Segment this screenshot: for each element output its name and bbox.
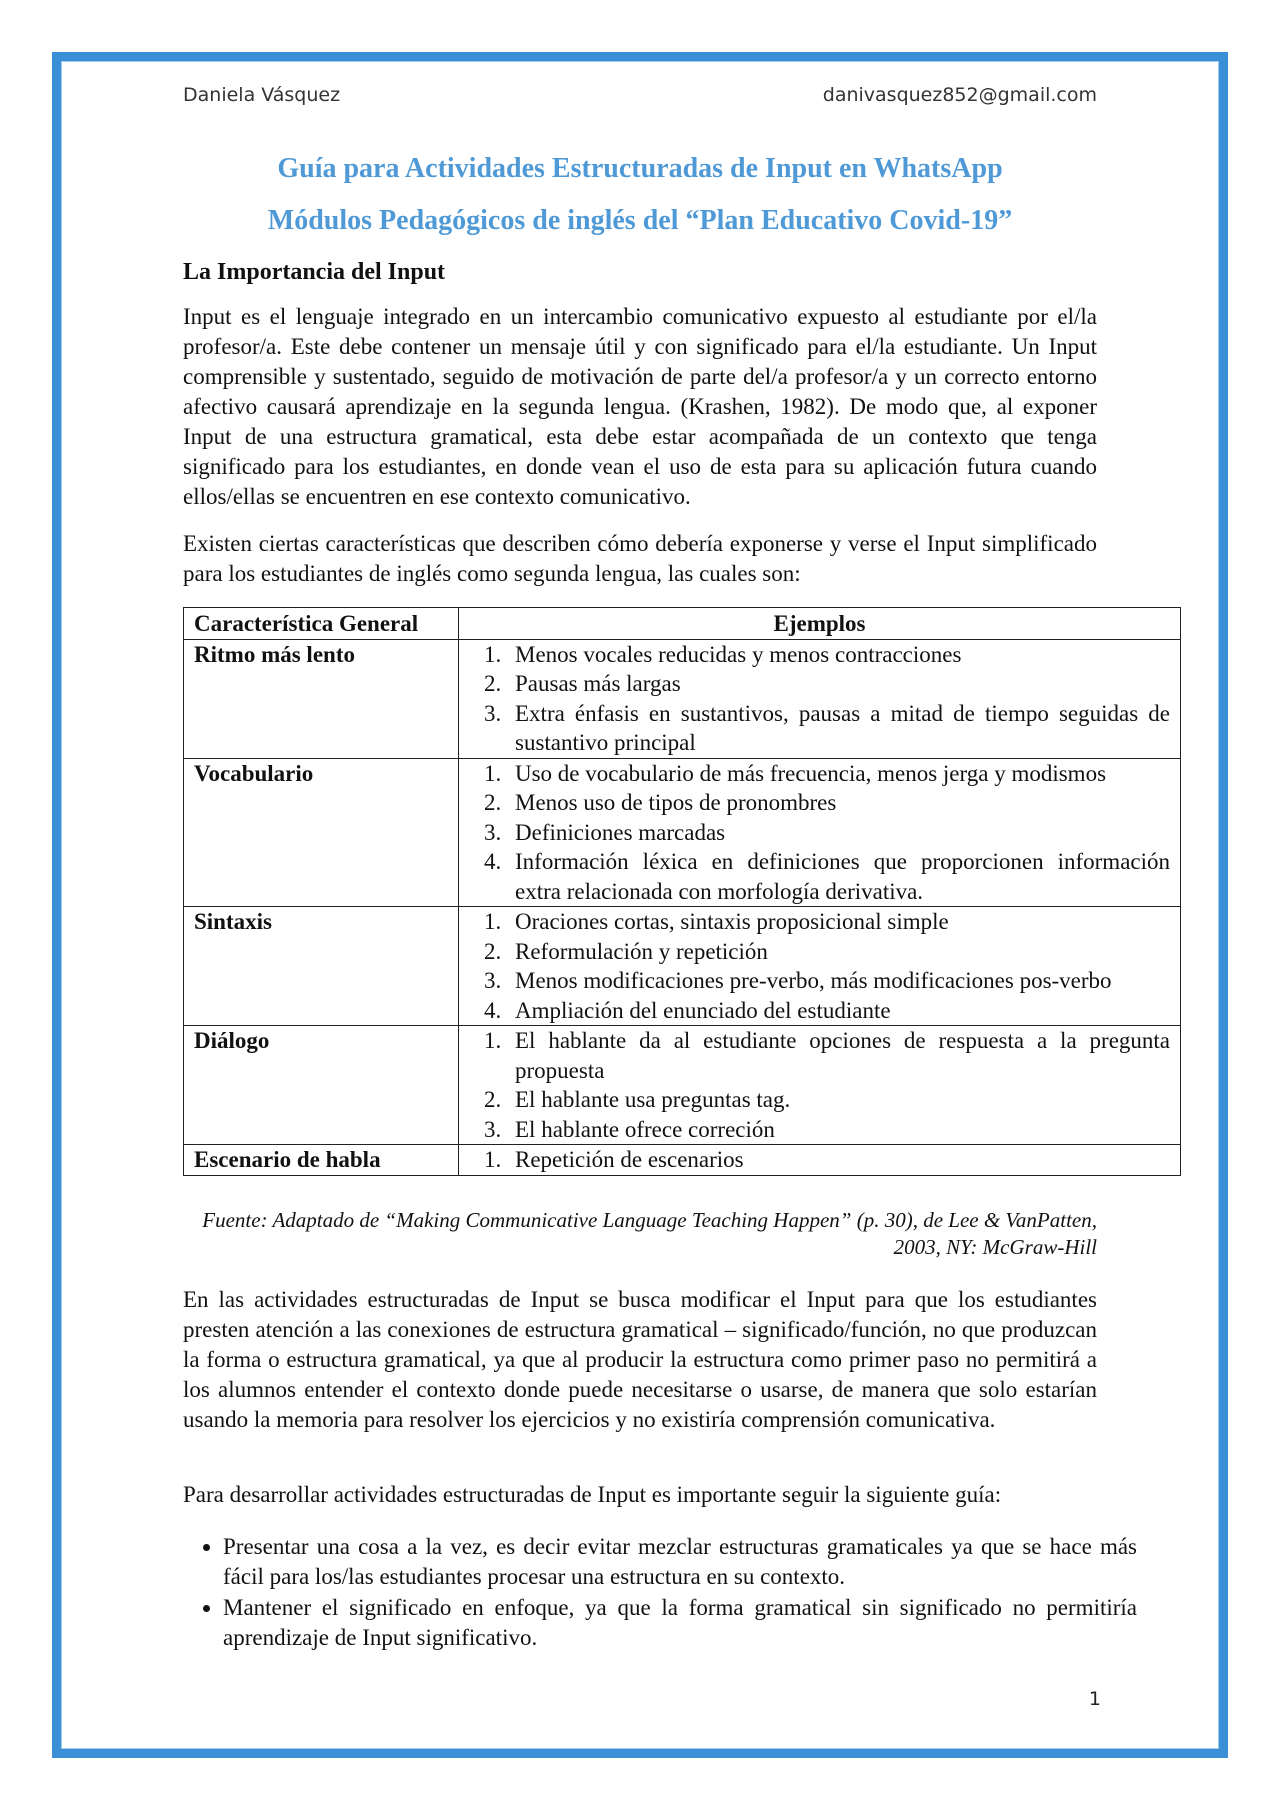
list-item: 4. Ampliación del enunciado del estudiante	[507, 996, 1170, 1026]
examples-list	[469, 640, 1170, 758]
examples-list	[469, 907, 1170, 1025]
table-row	[184, 907, 1181, 1026]
table-row	[184, 758, 1181, 907]
table-cell-category: Sintaxis	[184, 907, 459, 1026]
table-header-row	[184, 608, 1181, 640]
list-item: • Mantener el significado en enfoque, ya que la forma gramatical sin significado no permitiría aprendizaje de Input significativo.	[223, 1593, 1137, 1653]
list-item: 3. Menos modificaciones pre-verbo, más modificaciones pos-verbo	[507, 966, 1170, 996]
table-cell-category: Diálogo	[184, 1026, 459, 1145]
table-cell-category: Escenario de habla	[184, 1145, 459, 1176]
list-item: 3. Definiciones marcadas	[507, 818, 1170, 848]
section-heading: La Importancia del Input	[183, 259, 446, 285]
table-cell-examples	[459, 758, 1181, 907]
characteristics-table	[183, 607, 1181, 1176]
examples-list	[469, 1026, 1170, 1144]
list-item: 2. Reformulación y repetición	[507, 937, 1170, 967]
document-title: Guía para Actividades Estructuradas de Input en WhatsApp	[277, 153, 1003, 184]
list-item: 3. Extra énfasis en sustantivos, pausas a mitad de tiempo seguidas de sustantivo principal	[507, 699, 1170, 758]
table-cell-category: Ritmo más lento	[184, 639, 459, 758]
table-source-note: Fuente: Adaptado de “Making Communicative Language Teaching Happen” (p. 30), de Lee & VanPatten, 2003, NY: McGraw-Hill	[202, 1208, 1097, 1259]
table-cell-examples	[459, 639, 1181, 758]
table-row	[184, 639, 1181, 758]
table-row	[184, 1026, 1181, 1145]
list-item: 1. El hablante da al estudiante opciones de respuesta a la pregunta propuesta	[507, 1026, 1170, 1085]
list-item: 1. Repetición de escenarios	[507, 1145, 1170, 1175]
paragraph-structured-activities: En las actividades estructuradas de Input se busca modificar el Input para que los estudiantes presten atención a las conexiones de estructura gramatical – significado/función, no que produzcan la forma o estructura gramatical, ya que al producir la estructura como primer paso no permitirá a los alumnos entender el contexto donde puede necesitarse o usarse, de manera que solo estarían usando la memoria para resolver los ejercicios y no existiría comprensión comunicativa.	[183, 1287, 1097, 1432]
table-cell-examples	[459, 1145, 1181, 1176]
list-item: 2. Pausas más largas	[507, 669, 1170, 699]
list-item: 1. Oraciones cortas, sintaxis proposicional simple	[507, 907, 1170, 937]
header-email: danivasquez852@gmail.com	[822, 84, 1097, 106]
table-cell-examples	[459, 907, 1181, 1026]
table-header-characteristic: Característica General	[184, 608, 459, 640]
list-item: • Presentar una cosa a la vez, es decir evitar mezclar estructuras gramaticales ya que se hace más fácil para los/las estudiantes procesar una estructura en su contexto.	[223, 1532, 1137, 1592]
document-subtitle: Módulos Pedagógicos de inglés del “Plan Educativo Covid-19”	[267, 205, 1013, 236]
table-cell-examples	[459, 1026, 1181, 1145]
examples-list	[469, 759, 1170, 907]
table-header-examples: Ejemplos	[459, 608, 1181, 640]
page-number: 1	[1088, 1688, 1101, 1710]
guide-bullet-list	[183, 1532, 1137, 1654]
list-item: 2. Menos uso de tipos de pronombres	[507, 788, 1170, 818]
list-item: 2. El hablante usa preguntas tag.	[507, 1085, 1170, 1115]
list-item: 4. Información léxica en definiciones que proporcionen información extra relacionada con morfología derivativa.	[507, 847, 1170, 906]
list-item: 1. Uso de vocabulario de más frecuencia, menos jerga y modismos	[507, 759, 1170, 789]
examples-list	[469, 1145, 1170, 1175]
table-cell-category: Vocabulario	[184, 758, 459, 907]
table-row	[184, 1145, 1181, 1176]
list-item: 1. Menos vocales reducidas y menos contracciones	[507, 640, 1170, 670]
paragraph-guide-intro: Para desarrollar actividades estructuradas de Input es importante seguir la siguiente guía:	[183, 1482, 1002, 1507]
paragraph-input-definition: Input es el lenguaje integrado en un intercambio comunicativo expuesto al estudiante por el/la profesor/a. Este debe contener un mensaje útil y con significado para el/la estudiante. Un Input comprensible y sustentado, seguido de motivación de parte del/a profesor/a y un correcto entorno afectivo causará aprendizaje en la segunda lengua. (Krashen, 1982). De modo que, al exponer Input de una estructura gramatical, esta debe estar acompañada de un contexto que tenga significado para los estudiantes, en donde vean el uso de esta para su aplicación futura cuando ellos/ellas se encuentren en ese contexto comunicativo.	[183, 304, 1097, 509]
paragraph-characteristics-intro: Existen ciertas características que describen cómo debería exponerse y verse el Input simplificado para los estudiantes de inglés como segunda lengua, las cuales son:	[183, 531, 1097, 586]
list-item: 3. El hablante ofrece correción	[507, 1115, 1170, 1145]
header-author: Daniela Vásquez	[183, 84, 341, 106]
